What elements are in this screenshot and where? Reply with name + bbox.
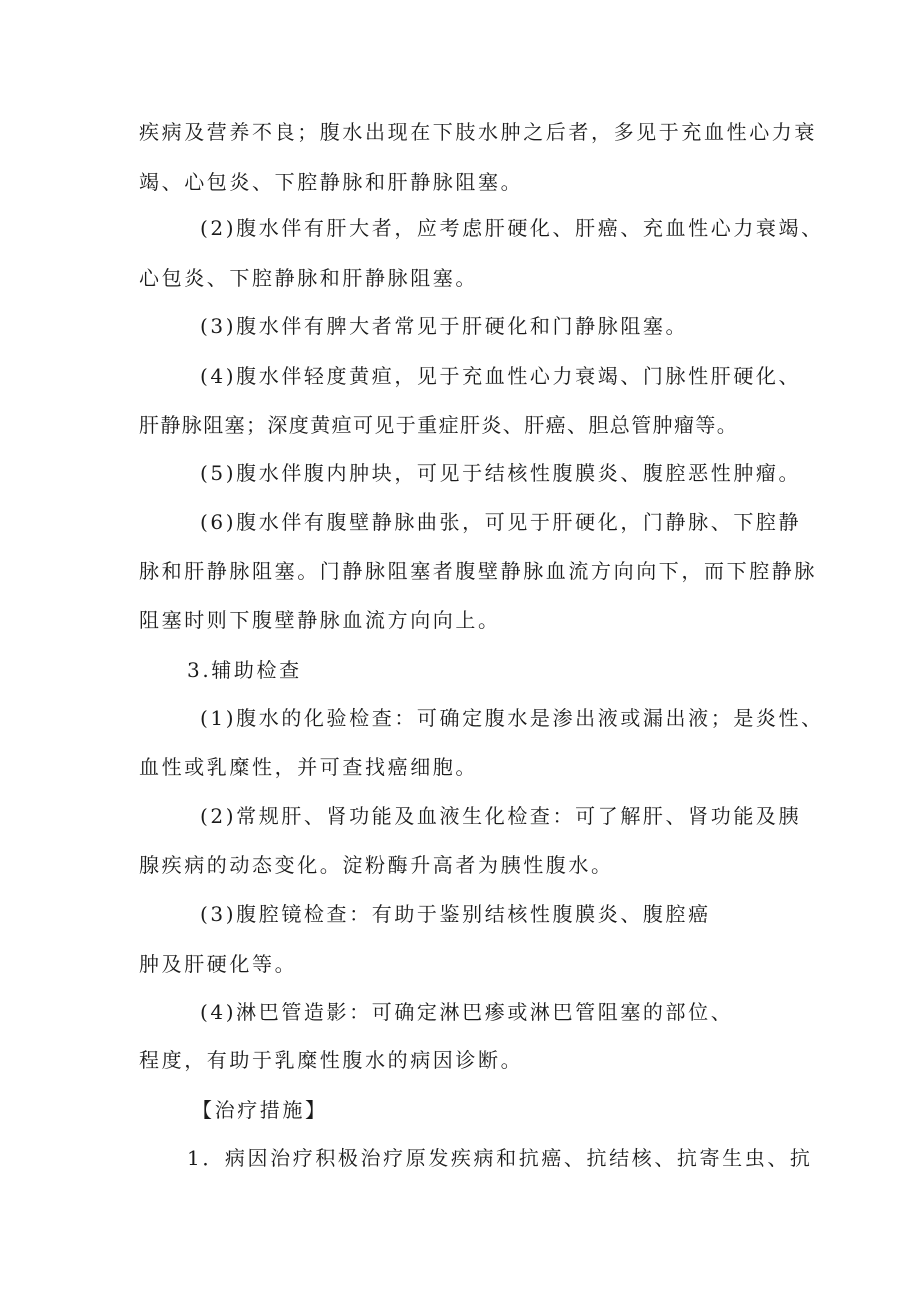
section-heading: 【治疗措施】 bbox=[192, 1098, 328, 1122]
text-line: (2)腹水伴有肝大者，应考虑肝硬化、肝癌、充血性心力衰竭、 bbox=[200, 216, 824, 240]
text-line: 心包炎、下腔静脉和肝静脉阻塞。 bbox=[139, 266, 478, 290]
text-line: 肿及肝硬化等。 bbox=[139, 952, 298, 976]
text-line: (2)常规肝、肾功能及血液生化检查：可了解肝、肾功能及胰 bbox=[200, 804, 802, 828]
text-line: 血性或乳糜性，并可查找癌细胞。 bbox=[139, 755, 478, 779]
text-line: (5)腹水伴腹内肿块，可见于结核性腹膜炎、腹腔恶性肿瘤。 bbox=[200, 461, 802, 485]
text-line: (3)腹腔镜检查：有助于鉴别结核性腹膜炎、腹腔癌 bbox=[200, 902, 711, 926]
section-heading: 3.辅助检查 bbox=[187, 658, 302, 682]
text-line: (4)淋巴管造影：可确定淋巴瘆或淋巴管阻塞的部位、 bbox=[200, 1000, 734, 1024]
text-line: (3)腹水伴有脾大者常见于肝硬化和门静脉阻塞。 bbox=[200, 314, 689, 338]
text-line: 阻塞时则下腹壁静脉血流方向向上。 bbox=[139, 608, 501, 632]
text-line: 肝静脉阻塞；深度黄疸可见于重症肝炎、肝癌、胆总管肿瘤等。 bbox=[139, 413, 739, 437]
text-line: 1．病因治疗积极治疗原发疾病和抗癌、抗结核、抗寄生虫、抗 bbox=[187, 1146, 813, 1170]
text-line: 脉和肝静脉阻塞。门静脉阻塞者腹壁静脉血流方向向下，而下腔静脉 bbox=[139, 559, 817, 583]
text-line: 程度，有助于乳糜性腹水的病因诊断。 bbox=[139, 1048, 524, 1072]
text-line: 疾病及营养不良；腹水出现在下肢水肿之后者，多见于充血性心力衰 bbox=[139, 120, 817, 144]
text-line: 竭、心包炎、下腔静脉和肝静脉阻塞。 bbox=[139, 170, 524, 194]
text-line: (4)腹水伴轻度黄疸，见于充血性心力衰竭、门脉性肝硬化、 bbox=[200, 364, 802, 388]
text-line: (1)腹水的化验检查：可确定腹水是渗出液或漏出液；是炎性、 bbox=[200, 706, 824, 730]
text-line: (6)腹水伴有腹壁静脉曲张，可见于肝硬化，门静脉、下腔静 bbox=[200, 510, 802, 534]
text-line: 腺疾病的动态变化。淀粉酶升高者为胰性腹水。 bbox=[139, 853, 614, 877]
